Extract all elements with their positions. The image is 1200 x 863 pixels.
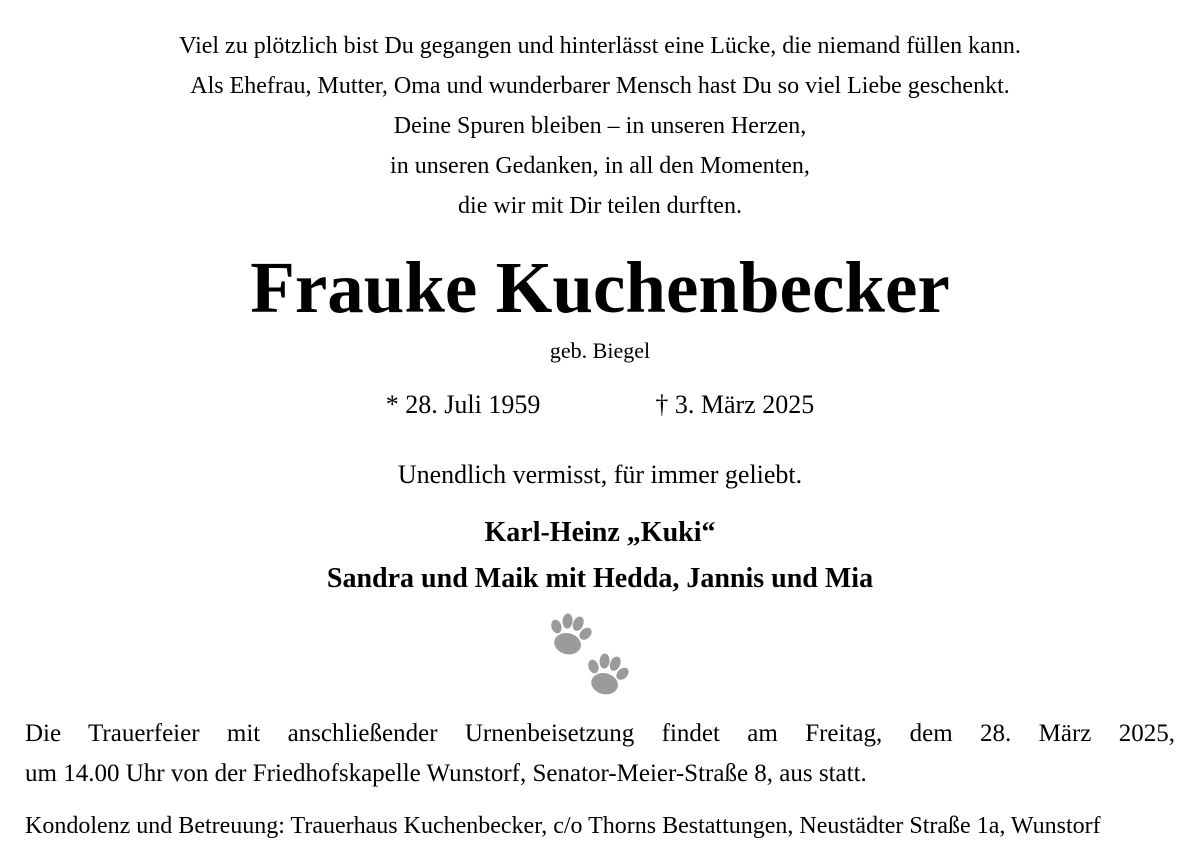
tribute-line: Unendlich vermisst, für immer geliebt.	[397, 460, 803, 489]
maiden-name: geb. Biegel	[549, 338, 651, 363]
paw-print-1	[543, 610, 597, 659]
mourner-line-1: Karl-Heinz „Kuki“	[484, 517, 716, 548]
epigraph-line-5: die wir mit Dir teilen durften.	[458, 193, 742, 219]
paw-print-2	[580, 649, 634, 700]
mourner-line-2: Sandra und Maik mit Hedda, Jannis und Mia	[326, 563, 874, 594]
death-date: † 3. März 2025	[655, 390, 815, 419]
paw-prints-icon	[25, 610, 1175, 700]
paw-prints-graphic	[540, 610, 660, 700]
funeral-info-line-1: Die Trauerfeier mit anschließender Urnenbeisetzung findet am Freitag, dem 28. März 2025,	[25, 720, 1175, 747]
life-dates	[25, 390, 1175, 420]
condolence-info: Kondolenz und Betreuung: Trauerhaus Kuchenbecker, c/o Thorns Bestattungen, Neustädter Straße 1a, Wunstorf	[25, 813, 1101, 839]
epigraph-line-4: in unseren Gedanken, in all den Momenten,	[390, 153, 810, 179]
epigraph-line-1: Viel zu plötzlich bist Du gegangen und hinterlässt eine Lücke, die niemand füllen kann.	[179, 33, 1021, 59]
funeral-information	[25, 714, 1175, 794]
funeral-info-line-2: um 14.00 Uhr von der Friedhofskapelle Wunstorf, Senator-Meier-Straße 8, aus statt.	[25, 760, 867, 787]
epigraph-line-2: Als Ehefrau, Mutter, Oma und wunderbarer Mensch hast Du so viel Liebe geschenkt.	[190, 73, 1010, 99]
birth-date: * 28. Juli 1959	[385, 390, 541, 419]
deceased-name: Frauke Kuchenbecker	[250, 247, 950, 328]
mourners	[25, 510, 1175, 602]
epigraph-line-3: Deine Spuren bleiben – in unseren Herzen,	[393, 113, 807, 139]
epigraph	[25, 26, 1175, 226]
